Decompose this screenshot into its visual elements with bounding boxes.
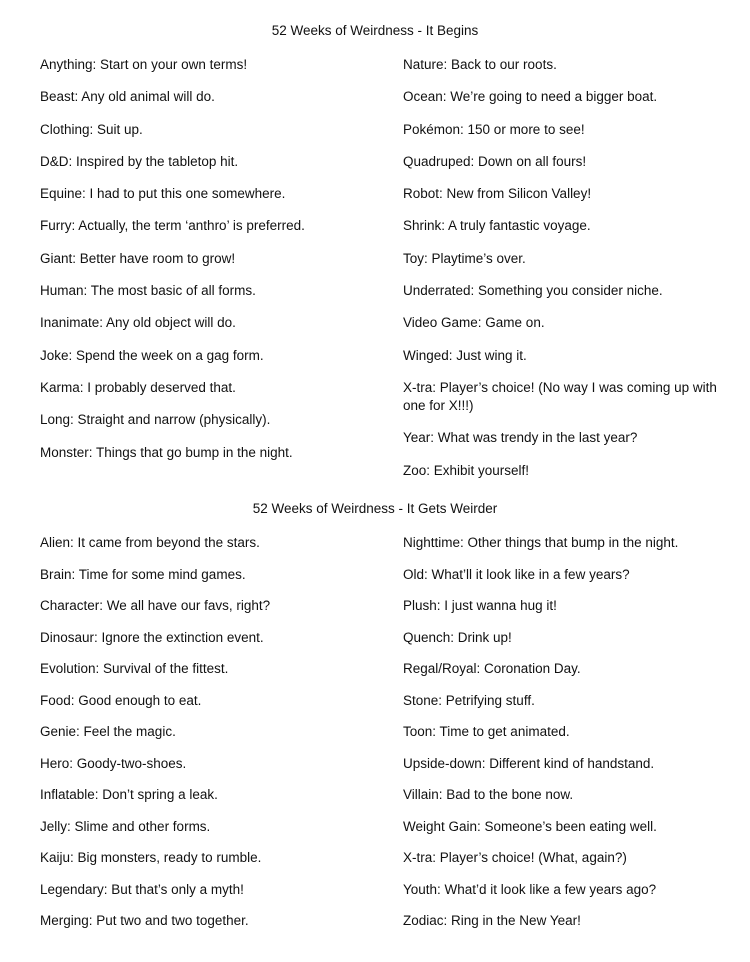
list-item: Long: Straight and narrow (physically). [40,412,271,428]
list-item: Robot: New from Silicon Valley! [403,186,592,202]
list-item: X-tra: Player’s choice! (What, again?) [403,850,627,865]
list-item: Furry: Actually, the term ‘anthro’ is preferred. [40,218,305,234]
list-item: Nighttime: Other things that bump in the night. [403,535,679,550]
list-item: Winged: Just wing it. [403,347,527,363]
list-item: Upside-down: Different kind of handstand. [403,755,655,771]
list-item: Zodiac: Ring in the New Year! [403,913,581,928]
list-item: Shrink: A truly fantastic voyage. [403,218,591,234]
list-item: Inanimate: Any old object will do. [40,315,236,331]
section-title: 52 Weeks of Weirdness - It Gets Weirder [252,501,498,516]
list-item: Nature: Back to our roots. [403,57,557,72]
list-item: Stone: Petrifying stuff. [403,692,535,708]
section-it-begins [0,22,750,476]
list-item: Evolution: Survival of the fittest. [40,661,229,676]
list-item: Quadruped: Down on all fours! [403,153,587,169]
entry-columns [0,534,750,954]
list-item: Human: The most basic of all forms. [40,283,256,299]
list-item: Monster: Things that go bump in the night. [40,444,293,460]
list-item: Kaiju: Big monsters, ready to rumble. [40,850,262,865]
list-item: X-tra: Player’s choice! (No way I was coming up with one for X!!!) [403,379,717,413]
list-item: Character: We all have our favs, right? [40,598,271,613]
list-item: Underrated: Something you consider niche. [403,283,663,299]
list-item: Food: Good enough to eat. [40,692,202,708]
entry-columns [0,56,750,476]
list-item: Alien: It came from beyond the stars. [40,535,260,550]
list-item: Inflatable: Don’t spring a leak. [40,787,218,802]
list-item: Villain: Bad to the bone now. [403,787,574,802]
list-item: Regal/Royal: Coronation Day. [403,661,581,676]
list-item: Merging: Put two and two together. [40,913,249,928]
left-column [40,56,385,476]
list-item: Quench: Drink up! [403,629,512,645]
list-item: Giant: Better have room to grow! [40,250,236,266]
list-item: Joke: Spend the week on a gag form. [40,347,264,363]
list-item: Brain: Time for some mind games. [40,566,246,582]
list-item: Year: What was trendy in the last year? [403,430,638,446]
list-item: Youth: What’d it look like a few years ago? [403,881,657,897]
list-item: Toon: Time to get animated. [403,724,570,739]
list-item: Hero: Goody-two-shoes. [40,755,187,771]
list-item: Video Game: Game on. [403,315,545,331]
list-item: Dinosaur: Ignore the extinction event. [40,629,264,645]
list-item: Genie: Feel the magic. [40,724,176,739]
right-column [403,56,723,494]
list-item: D&D: Inspired by the tabletop hit. [40,153,239,169]
list-item: Beast: Any old animal will do. [40,89,215,105]
list-item: Legendary: But that’s only a myth! [40,881,244,897]
section-it-gets-weirder [0,500,750,954]
list-item: Weight Gain: Someone’s been eating well. [403,818,657,834]
list-item: Karma: I probably deserved that. [40,379,236,395]
list-item: Plush: I just wanna hug it! [403,598,557,613]
list-item: Clothing: Suit up. [40,121,143,137]
list-item: Ocean: We’re going to need a bigger boat. [403,89,658,105]
list-item: Pokémon: 150 or more to see! [403,121,585,137]
right-column [403,534,723,944]
list-item: Anything: Start on your own terms! [40,57,248,72]
list-item: Zoo: Exhibit yourself! [403,462,530,478]
list-item: Jelly: Slime and other forms. [40,818,211,834]
list-item: Equine: I had to put this one somewhere. [40,186,286,202]
section-title: 52 Weeks of Weirdness - It Begins [271,23,479,38]
left-column [40,534,385,944]
list-item: Old: What’ll it look like in a few years? [403,566,630,582]
list-item: Toy: Playtime’s over. [403,250,526,266]
